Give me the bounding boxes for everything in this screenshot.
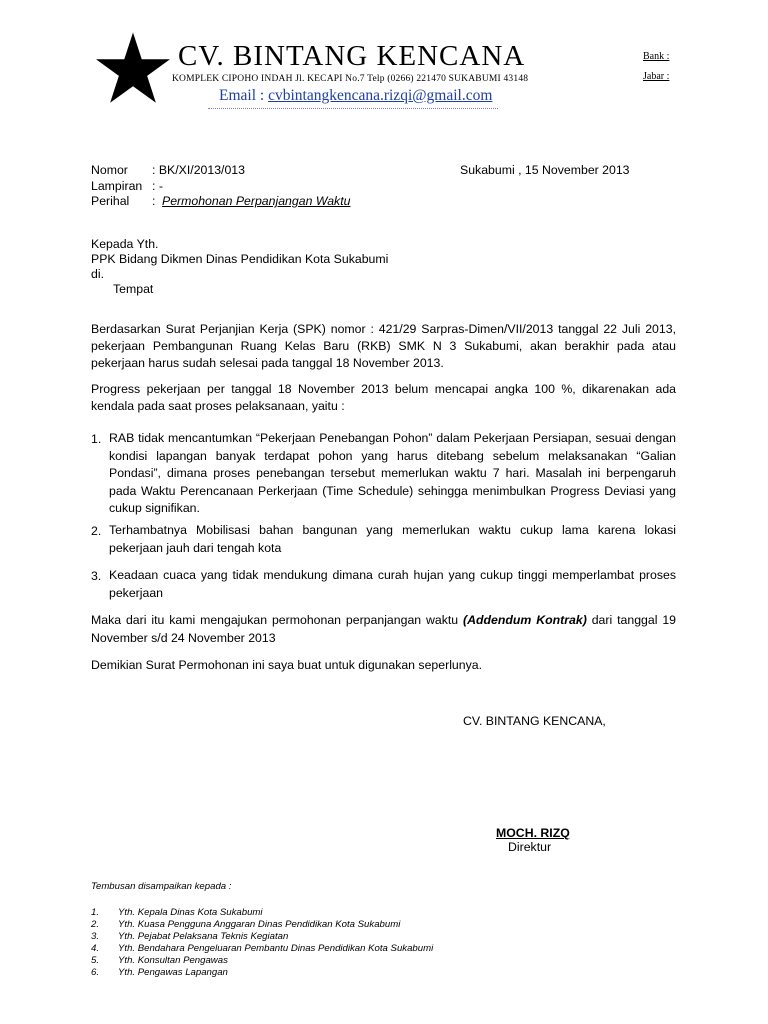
company-address: KOMPLEK CIPOHO INDAH Jl. KECAPI No.7 Telp (0266) 221470 SUKABUMI 43148 xyxy=(172,74,529,84)
email-line xyxy=(219,86,492,106)
list-item-text: Keadaan cuaca yang tidak mendukung dimana curah hujan yang cukup tinggi memperlambat proses pekerjaan xyxy=(109,568,676,600)
bank-label: Bank : xyxy=(643,51,670,62)
cc-item-number: 3. xyxy=(91,931,100,942)
recipient-greeting: Kepada Yth. xyxy=(91,237,159,251)
cc-item-text: Yth. Konsultan Pengawas xyxy=(118,955,228,966)
signature-title: Direktur xyxy=(508,840,552,854)
cc-item-text: Yth. Kepala Dinas Kota Sukabumi xyxy=(118,907,263,918)
cc-item-number: 5. xyxy=(91,955,100,966)
cc-item-text: Yth. Bendahara Pengeluaran Pembantu Dinas Pendidikan Kota Sukabumi xyxy=(118,943,434,954)
email-address[interactable]: cvbintangkencana.rizqi@gmail.com xyxy=(268,87,493,104)
letterhead-divider xyxy=(208,108,498,109)
cc-item-text: Yth. Kuasa Pengguna Anggaran Dinas Pendidikan Kota Sukabumi xyxy=(118,919,401,930)
list-item-text: RAB tidak mencantumkan “Pekerjaan Penebangan Pohon” dalam Pekerjaan Persiapan, sesuai dengan kondisi lapangan banyak terdapat pohon yang harus ditebang sebelum melaksanakan “Galian Pondasi”, dimana proses penebangan tersebut memerlukan waktu 7 hari. Masalah ini berpengaruh pada Waktu Perencanaan Perkerjaan (Time Schedule) sehingga menimbulkan Progress Deviasi yang cukup signifikan. xyxy=(109,431,676,515)
lampiran-label: Lampiran xyxy=(91,179,143,193)
addendum-text-post: dari tanggal 19 November s/d 24 November 2013 xyxy=(91,613,677,645)
perihal-label: Perihal xyxy=(91,194,130,208)
perihal-colon: : xyxy=(152,194,156,208)
cc-heading: Tembusan disampaikan kepada : xyxy=(91,881,232,892)
paragraph-progress: Progress pekerjaan per tanggal 18 November 2013 belum mencapai angka 100 %, dikarenakan ada kendala pada saat proses pelaksanaan, yaitu : xyxy=(91,382,676,413)
place-date: Sukabumi , 15 November 2013 xyxy=(460,163,630,177)
cc-item-number: 6. xyxy=(91,967,100,978)
paragraph-addendum xyxy=(91,612,676,647)
star-logo-icon xyxy=(96,32,170,104)
recipient-place: Tempat xyxy=(113,282,154,296)
list-item-text: Terhambatnya Mobilisasi bahan bangunan yang memerlukan waktu cukup lama karena lokasi pekerjaan jauh dari tengah kota xyxy=(109,523,676,555)
cc-item-text: Yth. Pengawas Lapangan xyxy=(118,967,228,978)
cc-item-number: 2. xyxy=(91,919,100,930)
signature-company: CV. BINTANG KENCANA, xyxy=(463,714,606,728)
recipient-di: di. xyxy=(91,267,104,281)
list-item-number: 2. xyxy=(91,524,102,538)
perihal-value: Permohonan Perpanjangan Waktu xyxy=(162,194,351,208)
signature-name: MOCH. RIZQ xyxy=(496,826,570,840)
list-item-number: 3. xyxy=(91,569,102,583)
nomor-value: : BK/XI/2013/013 xyxy=(152,163,245,177)
jabar-label: Jabar : xyxy=(643,71,670,82)
list-item-number: 1. xyxy=(91,432,102,446)
paragraph-spk: Berdasarkan Surat Perjanjian Kerja (SPK) nomor : 421/29 Sarpras-Dimen/VII/2013 tanggal 22 Juli 2013, pekerjaan Pembangunan Ruang Kelas Baru (RKB) SMK N 3 Sukabumi, akan berakhir pada atau pekerjaan harus sudah selesai pada tanggal 18 November 2013. xyxy=(91,322,676,370)
recipient-name: PPK Bidang Dikmen Dinas Pendidikan Kota Sukabumi xyxy=(91,252,389,266)
addendum-text-pre: Maka dari itu kami mengajukan permohonan perpanjangan waktu xyxy=(91,613,464,627)
paragraph-closing: Demikian Surat Permohonan ini saya buat untuk digunakan seperlunya. xyxy=(91,658,483,672)
lampiran-value: : - xyxy=(152,179,163,193)
addendum-emphasis: (Addendum Kontrak) xyxy=(463,613,587,627)
company-name: CV. BINTANG KENCANA xyxy=(178,40,526,72)
cc-item-text: Yth. Pejabat Pelaksana Teknis Kegiatan xyxy=(118,931,289,942)
cc-item-number: 4. xyxy=(91,943,100,954)
nomor-label: Nomor xyxy=(91,163,128,177)
cc-item-number: 1. xyxy=(91,907,100,918)
email-label: Email : xyxy=(219,87,265,104)
